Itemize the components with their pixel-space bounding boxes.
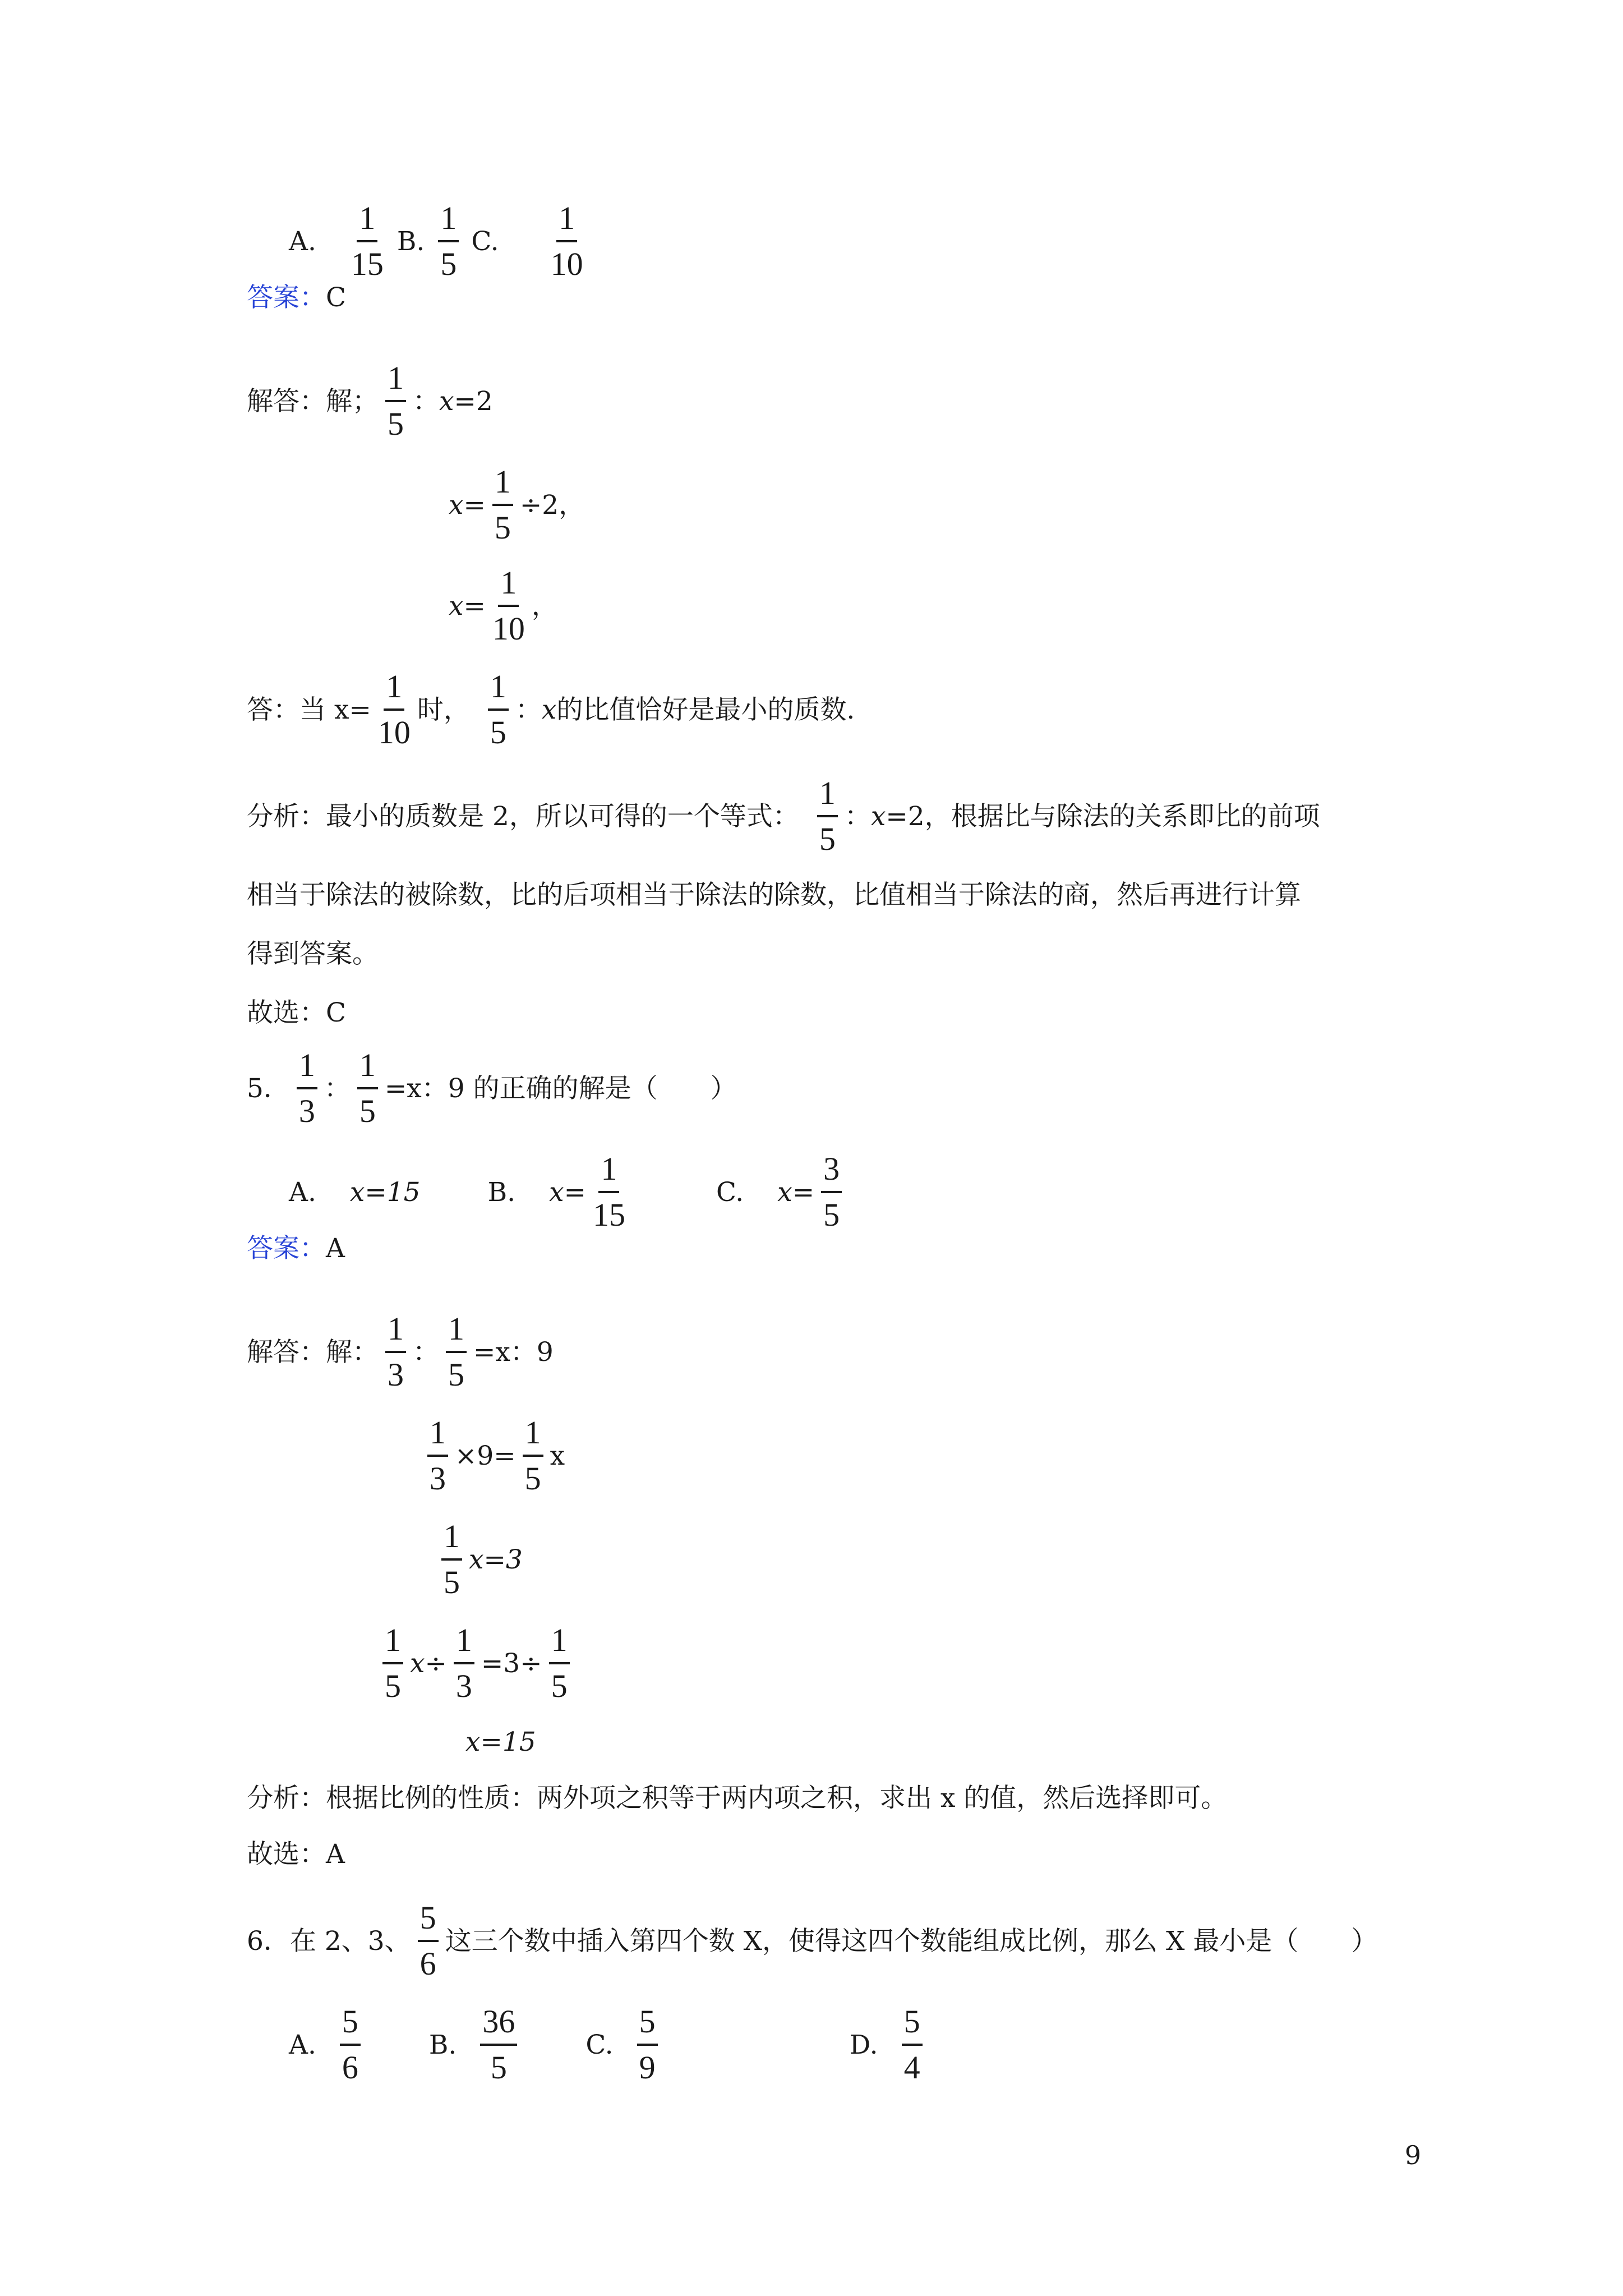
option-c-fraction: 5 9 bbox=[637, 2005, 658, 2084]
q4-analysis-line2: 相当于除法的被除数，比的后项相当于除法的除数，比值相当于除法的商，然后再进行计算 bbox=[247, 879, 1301, 910]
q4-analysis-line3: 得到答案。 bbox=[247, 938, 379, 969]
q4-analysis-line1: 分析：最小的质数是 2，所以可得的一个等式： 1 5 ： x =2，根据比与除法的关系即比的前项 bbox=[247, 775, 1320, 857]
page-number: 9 bbox=[1404, 2140, 1421, 2170]
q6-options: A. 5 6 B. 36 5 C. 5 9 D. 5 4 bbox=[289, 1997, 929, 2092]
option-a-label: A. bbox=[289, 226, 316, 257]
answer-label: 答案： bbox=[247, 282, 326, 313]
q5-analysis: 分析：根据比例的性质：两外项之积等于两内项之积，求出 x 的值，然后选择即可。 bbox=[247, 1782, 1228, 1814]
q4-solution-line1: 解答：解； 1 5 ： x =2 bbox=[247, 360, 493, 442]
option-b-fraction: 1 5 bbox=[438, 202, 459, 280]
q5-solution-line5: x=15 bbox=[465, 1726, 536, 1757]
option-b-label: B. bbox=[396, 226, 425, 257]
fraction: 5 6 bbox=[418, 1902, 439, 1980]
q4-choice: 故选：C bbox=[247, 997, 346, 1028]
fraction: 1 5 bbox=[441, 1520, 462, 1599]
fraction: 1 5 bbox=[382, 1624, 403, 1703]
q5-solution-line1: 解答：解： 1 3 ： $\frac{1}{5}$ =x：9 bbox=[247, 1310, 554, 1393]
q5-stem: 5． 1 3 ： $\frac{1}{5}$ =x：9 的正确的解是（ ） bbox=[247, 1047, 737, 1129]
q6-stem: 6．在 2、3、 5 6 这三个数中插入第四个数 X，使得这四个数能组成比例，那么 X 最小是（ ） bbox=[247, 1899, 1378, 1982]
q5-answer bbox=[247, 1226, 345, 1271]
fraction: $\frac{1}{5}$ bbox=[549, 1624, 570, 1703]
fraction: 1 5 bbox=[488, 670, 509, 749]
fraction: $\frac{1}{3}$ bbox=[427, 1416, 448, 1495]
q5-options: A. x=15 B. x= $\frac{1}{15}$ C. x= $\frac{3}{5}$ bbox=[289, 1144, 849, 1240]
fraction: $\frac{1}{3}$ bbox=[454, 1624, 474, 1703]
option-a-value: x=15 bbox=[349, 1176, 421, 1208]
fraction: $\frac{3}{5}$ bbox=[821, 1153, 842, 1231]
answer-value: C bbox=[326, 282, 346, 313]
answer-value: A bbox=[326, 1232, 345, 1264]
option-b-fraction: 36 5 bbox=[480, 2005, 517, 2084]
q4-solution-step1: x= $\frac{1}{5}$ ÷2， bbox=[449, 463, 585, 546]
fraction: $\frac{1}{10}$ bbox=[377, 668, 411, 751]
fraction: 1 5 bbox=[817, 777, 838, 855]
option-d-fraction: 5 4 bbox=[902, 2005, 923, 2084]
q5-choice: 故选：A bbox=[247, 1838, 345, 1870]
answer-label: 答案： bbox=[247, 1232, 326, 1264]
fraction: 1 3 bbox=[385, 1313, 406, 1391]
q4-solution-step2: x= $\frac{1}{10}$ ， bbox=[449, 564, 558, 647]
option-c-fraction: 1 10 bbox=[550, 200, 583, 282]
option-a-fraction: 5 6 bbox=[340, 2005, 361, 2084]
q4-conclusion: 答：当 x= $\frac{1}{10}$ 时， 1 5 ： x 的比值恰好是最小的质数. bbox=[247, 668, 855, 751]
q4-answer bbox=[247, 275, 346, 320]
fraction: $\frac{1}{5}$ bbox=[446, 1313, 467, 1391]
option-c-label: C. bbox=[471, 226, 499, 257]
fraction: $\frac{1}{5}$ bbox=[523, 1416, 543, 1495]
q5-solution-line3: 1 5 x=3 bbox=[435, 1512, 523, 1607]
q5-solution-line4: 1 5 x÷ $\frac{1}{3}$ =3÷ $\frac{1}{5}$ bbox=[376, 1616, 577, 1711]
fraction: 1 3 bbox=[297, 1049, 317, 1128]
q5-solution-line2: $\frac{1}{3}$ ×9= $\frac{1}{5}$ x bbox=[421, 1408, 565, 1503]
fraction: 1 5 bbox=[385, 362, 406, 440]
option-a-fraction: 1 15 bbox=[351, 200, 384, 282]
question-number: 5． bbox=[247, 1073, 290, 1104]
fraction: $\frac{1}{5}$ bbox=[492, 466, 513, 544]
fraction: $\frac{1}{10}$ bbox=[492, 564, 525, 647]
fraction: $\frac{1}{15}$ bbox=[592, 1151, 625, 1233]
fraction: $\frac{1}{5}$ bbox=[357, 1049, 378, 1128]
